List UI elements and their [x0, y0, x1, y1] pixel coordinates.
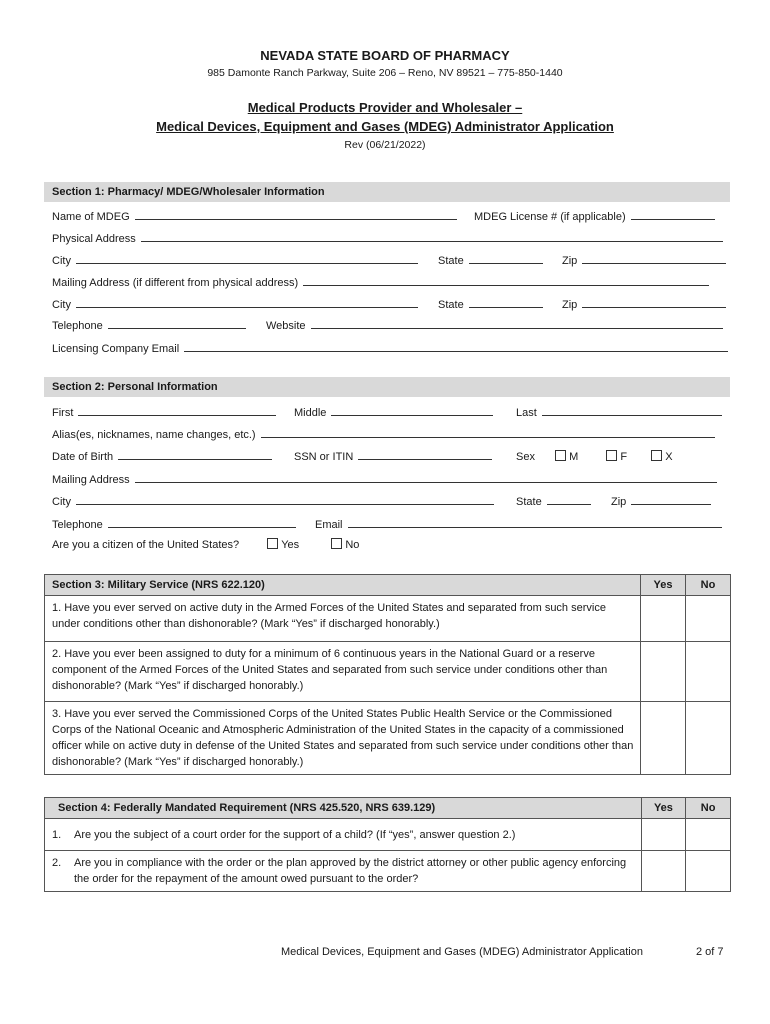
s1-state-field[interactable] — [469, 252, 543, 264]
middle-name-label: Middle — [294, 407, 327, 419]
citizen-yes-checkbox[interactable] — [267, 538, 278, 549]
s2-mailing-address-label: Mailing Address — [52, 474, 130, 486]
name-of-mdeg-field[interactable] — [135, 208, 457, 220]
military-service-table — [44, 574, 731, 775]
section3-col-yes: Yes — [641, 575, 686, 596]
s2-zip-label: Zip — [611, 496, 627, 508]
middle-name-field[interactable] — [331, 404, 493, 416]
federal-requirement-table — [44, 797, 731, 892]
section1-heading: Section 1: Pharmacy/ MDEG/Wholesaler Information — [44, 182, 730, 202]
federal-q2-text: Are you in compliance with the order or the plan approved by the district attorney or other public agency enforcing the order for the repayment of the amount owed pursuant to the order? — [74, 857, 627, 885]
sex-x-label: X — [665, 451, 673, 463]
name-of-mdeg-label: Name of MDEG — [52, 211, 130, 223]
s2-city-label: City — [52, 496, 71, 508]
last-name-field[interactable] — [542, 404, 722, 416]
ssn-field[interactable] — [358, 448, 492, 460]
physical-address-field[interactable] — [141, 230, 723, 242]
military-q2-no-cell[interactable] — [686, 642, 731, 702]
sex-f-label: F — [620, 451, 628, 463]
s2-mailing-address-field[interactable] — [135, 471, 717, 483]
citizen-question: Are you a citizen of the United States? — [52, 539, 240, 551]
military-q2-yes-cell[interactable] — [641, 642, 686, 702]
federal-q1-number: 1. — [52, 828, 62, 841]
section4-col-yes: Yes — [641, 798, 686, 819]
section4-heading: Section 4: Federally Mandated Requirement (NRS 425.520, NRS 639.129) — [45, 798, 642, 819]
federal-q2-number: 2. — [52, 857, 62, 869]
s1-mail-zip-label: Zip — [562, 299, 578, 311]
s1-mail-zip-field[interactable] — [582, 296, 726, 308]
s1-city-field[interactable] — [76, 252, 418, 264]
licensing-email-field[interactable] — [184, 340, 728, 352]
dob-field[interactable] — [118, 448, 272, 460]
first-name-label: First — [52, 407, 74, 419]
licensing-email-label: Licensing Company Email — [52, 343, 180, 355]
last-name-label: Last — [516, 407, 537, 419]
s2-zip-field[interactable] — [631, 493, 711, 505]
ssn-label: SSN or ITIN — [294, 451, 354, 463]
form-title-line2: Medical Devices, Equipment and Gases (MDEG) Administrator Application — [156, 119, 614, 134]
website-label: Website — [266, 320, 306, 332]
military-q3-no-cell[interactable] — [686, 702, 731, 775]
citizen-no-checkbox[interactable] — [331, 538, 342, 549]
section3-col-no: No — [686, 575, 731, 596]
s2-state-field[interactable] — [547, 493, 591, 505]
military-q1-no-cell[interactable] — [686, 596, 731, 642]
citizen-no-label: No — [345, 539, 360, 551]
citizen-yes-label: Yes — [281, 539, 300, 551]
mdeg-license-label: MDEG License # (if applicable) — [474, 211, 626, 223]
federal-q1-text: Are you the subject of a court order for the support of a child? (If “yes”, answer question 2.) — [74, 828, 516, 841]
federal-q2-no-cell[interactable] — [686, 851, 731, 892]
s1-mail-city-label: City — [52, 299, 71, 311]
federal-q1-no-cell[interactable] — [686, 819, 731, 851]
website-field[interactable] — [311, 317, 723, 329]
sex-f-checkbox[interactable] — [606, 450, 617, 461]
mdeg-license-field[interactable] — [631, 208, 715, 220]
dob-label: Date of Birth — [52, 451, 114, 463]
s1-zip-field[interactable] — [582, 252, 726, 264]
sex-m-checkbox[interactable] — [555, 450, 566, 461]
section2-heading: Section 2: Personal Information — [44, 377, 730, 397]
aliases-field[interactable] — [261, 426, 715, 438]
physical-address-label: Physical Address — [52, 233, 136, 245]
s2-telephone-label: Telephone — [52, 519, 103, 531]
federal-q2-yes-cell[interactable] — [641, 851, 686, 892]
s1-mailing-address-label: Mailing Address (if different from physical address) — [52, 277, 299, 289]
sex-label: Sex — [516, 451, 535, 463]
s1-mailing-address-field[interactable] — [303, 274, 709, 286]
s1-zip-label: Zip — [562, 255, 578, 267]
military-question-2: 2. Have you ever been assigned to duty for a minimum of 6 continuous years in the National Guard or a reserve component of the Armed Forces of the United States and separated from such service under conditions other than dishonorable? (Mark “Yes” if discharged honorably.) — [45, 642, 641, 702]
sex-m-label: M — [569, 451, 579, 463]
s1-mail-state-field[interactable] — [469, 296, 543, 308]
section3-heading: Section 3: Military Service (NRS 622.120) — [45, 575, 641, 596]
s1-state-label: State — [438, 255, 464, 267]
s2-telephone-field[interactable] — [108, 516, 296, 528]
s1-city-label: City — [52, 255, 71, 267]
military-question-3: 3. Have you ever served the Commissioned Corps of the United States Public Health Service or the Commissioned Corps of the National Oceanic and Atmospheric Administration of the United States in the capacity of a commissioned officer while on active duty in defense of the United States and separated from such service under conditions other than dishonorable? (Mark “Yes” if discharged honorably.) — [45, 702, 641, 775]
s2-city-field[interactable] — [76, 493, 494, 505]
aliases-label: Alias(es, nicknames, name changes, etc.) — [52, 429, 256, 441]
s2-email-label: Email — [315, 519, 343, 531]
form-revision: Rev (06/21/2022) — [344, 139, 426, 151]
board-address: 985 Damonte Ranch Parkway, Suite 206 – Reno, NV 89521 – 775-850-1440 — [207, 67, 563, 79]
military-q3-yes-cell[interactable] — [641, 702, 686, 775]
form-title-line1: Medical Products Provider and Wholesaler – — [247, 100, 523, 115]
s1-mail-city-field[interactable] — [76, 296, 418, 308]
military-question-1: 1. Have you ever served on active duty in the Armed Forces of the United States and separated from such service under conditions other than dishonorable? (Mark “Yes” if discharged honorably.) — [45, 596, 641, 642]
federal-q1-yes-cell[interactable] — [641, 819, 686, 851]
federal-question-1 — [52, 827, 635, 843]
section4-col-no: No — [686, 798, 731, 819]
first-name-field[interactable] — [78, 404, 276, 416]
federal-question-2 — [52, 855, 635, 887]
military-q1-yes-cell[interactable] — [641, 596, 686, 642]
s2-state-label: State — [516, 496, 542, 508]
s2-email-field[interactable] — [348, 516, 722, 528]
s1-telephone-field[interactable] — [108, 317, 246, 329]
s1-telephone-label: Telephone — [52, 320, 103, 332]
s1-mail-state-label: State — [438, 299, 464, 311]
footer-page-number: 2 of 7 — [696, 946, 724, 958]
footer-doc-name: Medical Devices, Equipment and Gases (MDEG) Administrator Application — [281, 946, 643, 958]
board-name: NEVADA STATE BOARD OF PHARMACY — [260, 48, 510, 63]
sex-x-checkbox[interactable] — [651, 450, 662, 461]
